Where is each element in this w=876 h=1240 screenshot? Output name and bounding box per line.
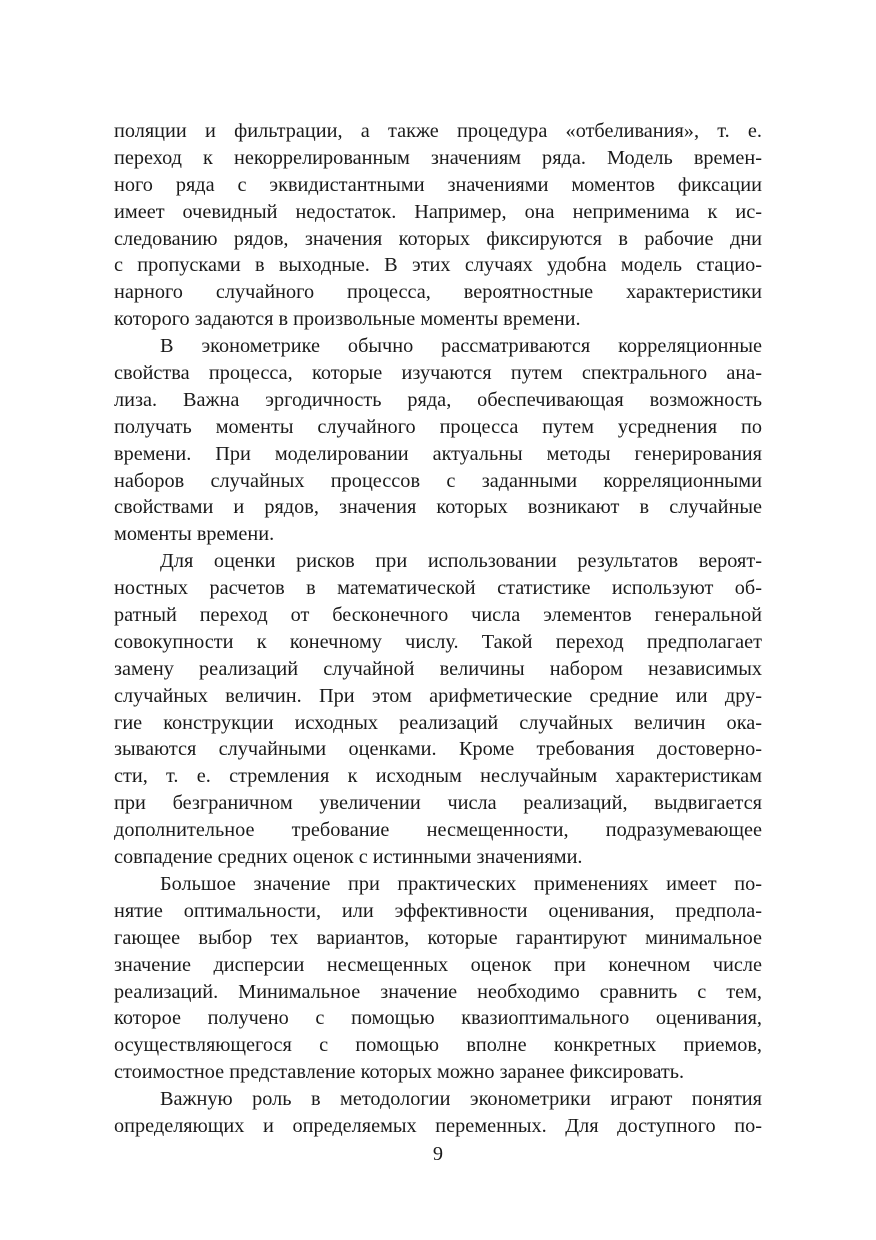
text-line: при безграничном увеличении числа реализаций, выдвигается xyxy=(114,792,762,815)
text-line: ратный переход от бесконечного числа элементов генеральной xyxy=(114,604,762,627)
text-line: переход к некоррелированным значениям ряда. Модель времен- xyxy=(114,146,762,169)
text-line: Большое значение при практических применениях имеет по- xyxy=(160,872,762,895)
text-line: времени. При моделировании актуальны методы генерирования xyxy=(114,442,762,465)
text-line: совпадение средних оценок с истинными значениями. xyxy=(114,846,583,869)
text-line: ного ряда с эквидистантными значениями моментов фиксации xyxy=(114,173,762,196)
text-line: В эконометрике обычно рассматриваются корреляционные xyxy=(160,335,762,358)
paragraph-2 xyxy=(114,333,762,548)
text-line: гие конструкции исходных реализаций случайных величин ока- xyxy=(114,711,762,734)
text-line: реализаций. Минимальное значение необходимо сравнить с тем, xyxy=(114,980,762,1003)
text-line: зываются случайными оценками. Кроме требования достоверно- xyxy=(114,738,762,761)
text-line: имеет очевидный недостаток. Например, она неприменима к ис- xyxy=(114,200,762,223)
text-line: лиза. Важна эргодичность ряда, обеспечивающая возможность xyxy=(114,388,762,411)
text-line: свойства процесса, которые изучаются путем спектрального ана- xyxy=(114,362,762,385)
text-line: Для оценки рисков при использовании результатов вероят- xyxy=(160,550,762,573)
text-line: замену реализаций случайной величины набором независимых xyxy=(114,657,762,680)
text-line: свойствами и рядов, значения которых возникают в случайные xyxy=(114,496,762,519)
text-line: значение дисперсии несмещенных оценок при конечном числе xyxy=(114,953,762,976)
text-line: наборов случайных процессов с заданными корреляционными xyxy=(114,469,762,492)
text-line: Важную роль в методологии эконометрики играют понятия xyxy=(160,1088,762,1111)
text-line: стоимостное представление которых можно заранее фиксировать. xyxy=(114,1061,685,1084)
text-line: поляции и фильтрации, а также процедура «отбеливания», т. е. xyxy=(114,120,762,142)
text-line: нятие оптимальности, или эффективности оценивания, предпола- xyxy=(114,899,762,922)
text-line: ностных расчетов в математической статистике используют об- xyxy=(114,577,762,600)
paragraph-5 xyxy=(114,1086,762,1140)
text-line: дополнительное требование несмещенности, подразумевающее xyxy=(114,819,762,842)
text-line: определяющих и определяемых переменных. Для доступного по- xyxy=(114,1114,762,1137)
text-line: которое получено с помощью квазиоптимального оценивания, xyxy=(114,1007,762,1030)
text-line: следованию рядов, значения которых фиксируются в рабочие дни xyxy=(114,227,762,250)
text-line: сти, т. е. стремления к исходным неслучайным характеристикам xyxy=(114,765,762,788)
paragraph-3 xyxy=(114,548,762,871)
text-line: нарного случайного процесса, вероятностные характеристики xyxy=(114,281,762,304)
page-number: 9 xyxy=(432,1143,444,1165)
text-line: совокупности к конечному числу. Такой переход предполагает xyxy=(114,630,762,653)
text-line: случайных величин. При этом арифметические средние или дру- xyxy=(114,684,762,707)
paragraph-1 xyxy=(114,118,762,333)
text-line: с пропусками в выходные. В этих случаях удобна модель стацио- xyxy=(114,254,762,277)
text-line: моменты времени. xyxy=(114,523,275,546)
paragraph-4 xyxy=(114,871,762,1086)
text-line: которого задаются в произвольные моменты времени. xyxy=(114,308,581,331)
page-body-text xyxy=(114,118,762,1140)
text-line: осуществляющегося с помощью вполне конкретных приемов, xyxy=(114,1034,762,1057)
text-line: получать моменты случайного процесса путем усреднения по xyxy=(114,415,762,438)
text-line: гающее выбор тех вариантов, которые гарантируют минимальное xyxy=(114,926,762,949)
